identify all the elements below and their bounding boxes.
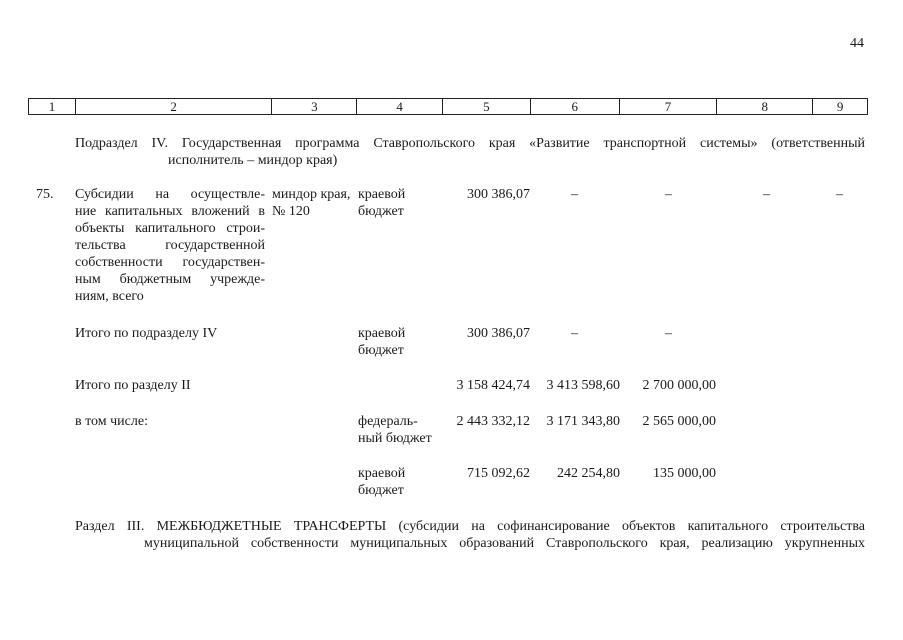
funding-source-line: федераль- — [358, 414, 418, 429]
amount-col7: – — [665, 326, 672, 341]
column-header-6: 6 — [530, 99, 619, 114]
amount-col6: 3 413 598,60 — [546, 378, 620, 393]
description-line: Субсидии на осуществле- — [75, 187, 265, 202]
amount-col9: – — [836, 187, 843, 202]
amount-col5: 300 386,07 — [467, 187, 530, 202]
amount-col7: 2 700 000,00 — [642, 378, 716, 393]
executor-line: № 120 — [272, 204, 310, 219]
funding-source-line: ный бюджет — [358, 431, 432, 446]
description-line: ниям, всего — [75, 289, 144, 304]
description-line: объекты капитального строи- — [75, 221, 265, 236]
row-number: 75. — [36, 187, 54, 202]
amount-col7: 2 565 000,00 — [642, 414, 716, 429]
amount-col6: – — [571, 187, 578, 202]
funding-source-line: бюджет — [358, 343, 404, 358]
amount-col7: 135 000,00 — [653, 466, 716, 481]
column-header-3: 3 — [271, 99, 356, 114]
description-line: ным бюджетным учрежде- — [75, 272, 265, 287]
page-number: 44 — [850, 36, 864, 51]
column-header-9: 9 — [812, 99, 867, 114]
funding-source-line: краевой — [358, 326, 406, 341]
section3-heading-line1: Раздел III. МЕЖБЮДЖЕТНЫЕ ТРАНСФЕРТЫ (субсидии на софинансирование объектов капитального строительства — [75, 519, 865, 534]
description-line: ние капитальных вложений в — [75, 204, 265, 219]
column-header-1: 1 — [48, 99, 56, 114]
section3-heading-line2: муниципальной собственности муниципальных образований Ставропольского края, реализацию укрупненных — [144, 536, 865, 551]
total-subsection-label: Итого по подразделу IV — [75, 326, 218, 341]
column-header-4: 4 — [356, 99, 442, 114]
subsection-heading-line1: Подраздел IV. Государственная программа Ставропольского края «Развитие транспортной системы» (ответственный — [75, 136, 865, 151]
executor-line: миндор края, — [272, 187, 351, 202]
amount-col6: – — [571, 326, 578, 341]
amount-col5: 300 386,07 — [467, 326, 530, 341]
description-line: тельства государственной — [75, 238, 265, 253]
column-header-5: 5 — [442, 99, 530, 114]
funding-source-line: бюджет — [358, 204, 404, 219]
column-header-7: 7 — [619, 99, 717, 114]
amount-col7: – — [665, 187, 672, 202]
amount-col8: – — [763, 187, 770, 202]
funding-source-line: краевой — [358, 187, 406, 202]
funding-source-line: краевой — [358, 466, 406, 481]
amount-col6: 3 171 343,80 — [546, 414, 620, 429]
including-label: в том числе: — [75, 414, 148, 429]
amount-col5: 2 443 332,12 — [456, 414, 530, 429]
column-header-2: 2 — [75, 99, 272, 114]
column-header-8: 8 — [716, 99, 812, 114]
total-section-label: Итого по разделу II — [75, 378, 191, 393]
column-header-row — [28, 98, 868, 115]
amount-col6: 242 254,80 — [557, 466, 620, 481]
amount-col5: 715 092,62 — [467, 466, 530, 481]
amount-col5: 3 158 424,74 — [456, 378, 530, 393]
description-line: собственности государствен- — [75, 255, 265, 270]
funding-source-line: бюджет — [358, 483, 404, 498]
subsection-heading-line2: исполнитель – миндор края) — [168, 153, 338, 168]
